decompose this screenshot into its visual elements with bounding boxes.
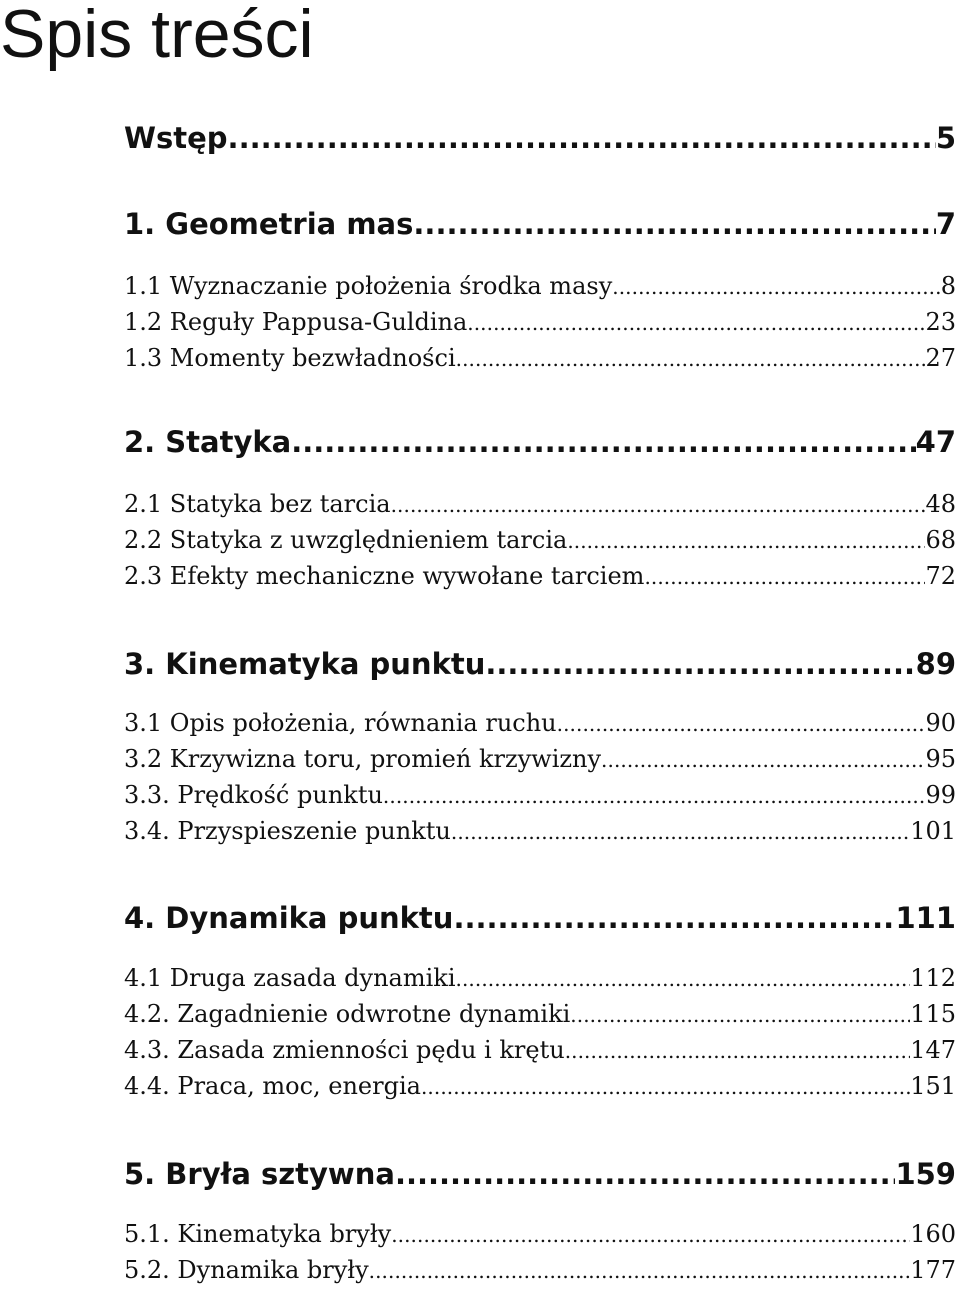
toc-section-label: 2.3 Efekty mechaniczne wywołane tarciem bbox=[124, 562, 645, 590]
toc-section-page: 72 bbox=[925, 562, 956, 590]
toc-section-label: 3.2 Krzywizna toru, promień krzywizny bbox=[124, 745, 602, 773]
toc-section-label: 3.3. Prędkość punktu bbox=[124, 781, 383, 809]
dot-leader bbox=[467, 306, 925, 340]
dot-leader bbox=[291, 420, 915, 464]
dot-leader bbox=[612, 270, 940, 304]
toc-section-label: 3.1 Opis położenia, równania ruchu bbox=[124, 709, 557, 737]
toc-chapter-page: 111 bbox=[895, 901, 956, 935]
toc-section-page: 101 bbox=[910, 817, 956, 845]
toc-section-label: 2.2 Statyka z uwzględnieniem tarcia bbox=[124, 526, 568, 554]
toc-chapter-label: 2. Statyka bbox=[124, 425, 292, 459]
toc-section-2-1[interactable] bbox=[124, 487, 956, 521]
toc-section-5-2[interactable] bbox=[124, 1253, 956, 1287]
toc-chapter-page: 159 bbox=[895, 1157, 956, 1191]
dot-leader bbox=[391, 1218, 910, 1252]
toc-section-page: 112 bbox=[910, 964, 956, 992]
dot-leader bbox=[413, 202, 935, 246]
toc-section-page: 177 bbox=[910, 1256, 956, 1284]
toc-section-5-1[interactable] bbox=[124, 1217, 956, 1251]
toc-section-1-3[interactable] bbox=[124, 341, 956, 375]
toc-section-3-2[interactable] bbox=[124, 742, 956, 776]
toc-entry-page: 5 bbox=[935, 121, 956, 155]
toc-chapter-5[interactable] bbox=[124, 1152, 956, 1196]
toc-section-label: 3.4. Przyspieszenie punktu bbox=[124, 817, 451, 845]
toc-section-page: 99 bbox=[925, 781, 956, 809]
toc-section-2-2[interactable] bbox=[124, 523, 956, 557]
toc-section-label: 4.2. Zagadnienie odwrotne dynamiki bbox=[124, 1000, 571, 1028]
toc-entry-label: Wstęp bbox=[124, 121, 228, 155]
toc-section-label: 4.4. Praca, moc, energia bbox=[124, 1072, 421, 1100]
dot-leader bbox=[228, 116, 936, 160]
toc-section-page: 48 bbox=[925, 490, 956, 518]
toc-section-4-3[interactable] bbox=[124, 1033, 956, 1067]
dot-leader bbox=[557, 707, 926, 741]
toc-chapter-page: 7 bbox=[935, 207, 956, 241]
toc-section-label: 1.2 Reguły Pappusa-Guldina bbox=[124, 308, 468, 336]
toc-section-page: 27 bbox=[925, 344, 956, 372]
dot-leader bbox=[567, 524, 925, 558]
dot-leader bbox=[383, 779, 926, 813]
toc-chapter-2[interactable] bbox=[124, 420, 956, 464]
toc-section-page: 23 bbox=[925, 308, 956, 336]
toc-entry-intro[interactable] bbox=[124, 116, 956, 160]
toc-section-4-2[interactable] bbox=[124, 997, 956, 1031]
dot-leader bbox=[456, 962, 911, 996]
toc-chapter-page: 89 bbox=[915, 647, 956, 681]
toc-chapter-1[interactable] bbox=[124, 202, 956, 246]
toc-section-page: 90 bbox=[925, 709, 956, 737]
dot-leader bbox=[570, 998, 910, 1032]
toc-chapter-label: 4. Dynamika punktu bbox=[124, 901, 454, 935]
toc-section-page: 160 bbox=[910, 1220, 956, 1248]
toc-section-4-1[interactable] bbox=[124, 961, 956, 995]
toc-section-label: 2.1 Statyka bez tarcia bbox=[124, 490, 391, 518]
toc-section-3-1[interactable] bbox=[124, 706, 956, 740]
toc-section-label: 4.1 Druga zasada dynamiki bbox=[124, 964, 456, 992]
dot-leader bbox=[485, 642, 915, 686]
page-title: Spis treści bbox=[0, 0, 314, 72]
toc-section-4-4[interactable] bbox=[124, 1069, 956, 1103]
dot-leader bbox=[453, 896, 895, 940]
toc-section-label: 5.2. Dynamika bryły bbox=[124, 1256, 369, 1284]
dot-leader bbox=[644, 560, 925, 594]
dot-leader bbox=[395, 1152, 896, 1196]
toc-section-2-3[interactable] bbox=[124, 559, 956, 593]
dot-leader bbox=[391, 488, 926, 522]
dot-leader bbox=[565, 1034, 911, 1068]
toc-section-page: 151 bbox=[910, 1072, 956, 1100]
toc-chapter-3[interactable] bbox=[124, 642, 956, 686]
toc-section-3-3[interactable] bbox=[124, 778, 956, 812]
toc-section-page: 147 bbox=[910, 1036, 956, 1064]
toc-chapter-4[interactable] bbox=[124, 896, 956, 940]
toc-chapter-label: 5. Bryła sztywna bbox=[124, 1157, 395, 1191]
toc-chapter-label: 3. Kinematyka punktu bbox=[124, 647, 486, 681]
toc-section-page: 8 bbox=[940, 272, 956, 300]
toc-section-label: 1.3 Momenty bezwładności bbox=[124, 344, 456, 372]
toc-section-label: 4.3. Zasada zmienności pędu i krętu bbox=[124, 1036, 565, 1064]
toc-section-page: 68 bbox=[925, 526, 956, 554]
toc-section-1-1[interactable] bbox=[124, 269, 956, 303]
dot-leader bbox=[369, 1254, 911, 1288]
toc-section-page: 115 bbox=[910, 1000, 956, 1028]
dot-leader bbox=[456, 342, 926, 376]
toc-section-page: 95 bbox=[925, 745, 956, 773]
toc-chapter-label: 1. Geometria mas bbox=[124, 207, 414, 241]
toc-chapter-page: 47 bbox=[915, 425, 956, 459]
toc-section-3-4[interactable] bbox=[124, 814, 956, 848]
toc-section-label: 5.1. Kinematyka bryły bbox=[124, 1220, 392, 1248]
toc-section-label: 1.1 Wyznaczanie położenia środka masy bbox=[124, 272, 613, 300]
toc-section-1-2[interactable] bbox=[124, 305, 956, 339]
dot-leader bbox=[421, 1070, 910, 1104]
dot-leader bbox=[451, 815, 910, 849]
dot-leader bbox=[601, 743, 925, 777]
